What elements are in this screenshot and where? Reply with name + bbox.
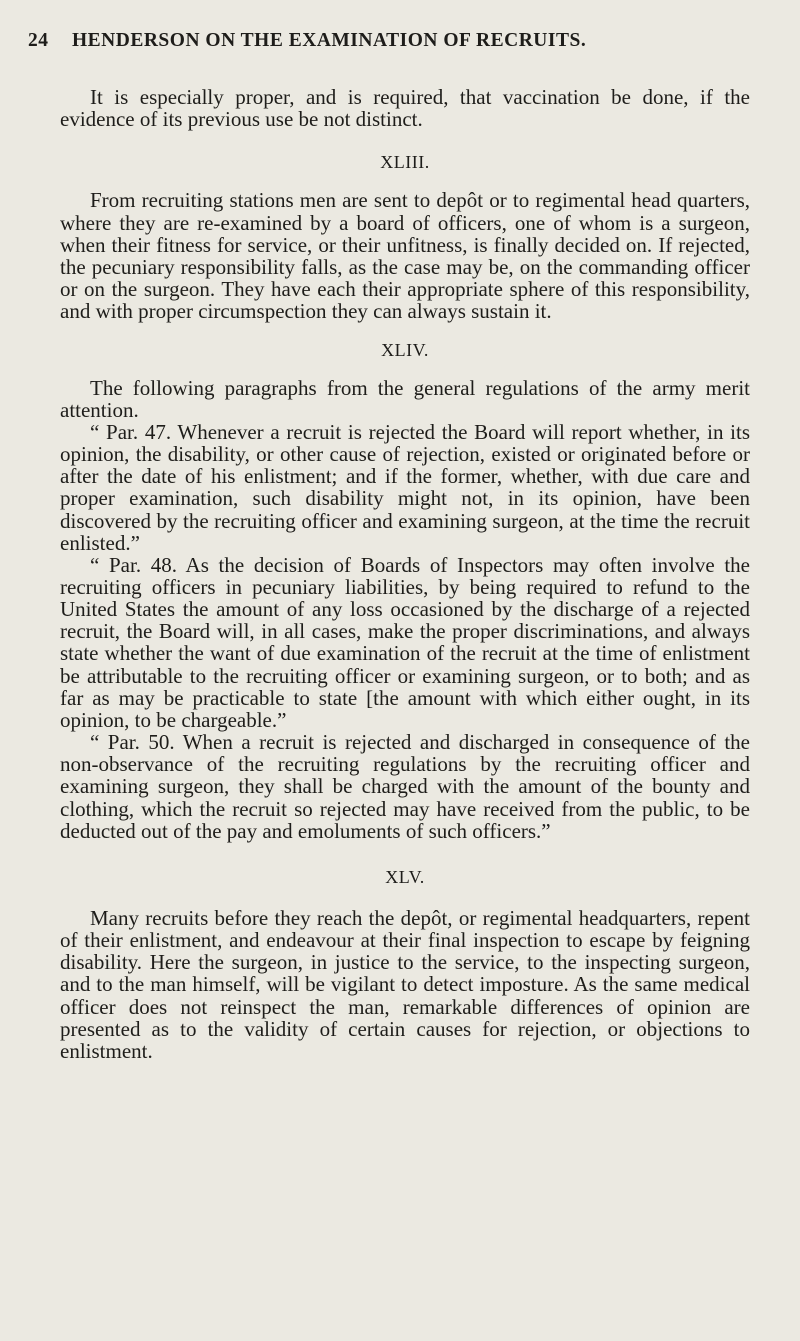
paragraph-xliv-par48: “ Par. 48. As the decision of Boards of Inspectors may often involve the recruiting officers in pecuniary liabilities, by being required to refund to the United States the amount of any loss occasioned by the discharge of a rejected recruit, the Board will, in all cases, make the proper discriminations, and always state whether the want of due examination of the recruit at the time of enlistment be attributable to the recruiting officer or examining surgeon, or to both; and as far as may be practicable to state [the amount with which either ought, in its opinion, to be chargeable.” bbox=[60, 552, 750, 732]
paragraph-xliv-1: The following paragraphs from the general regulations of the army merit attention. bbox=[60, 375, 750, 422]
page-number: 24 bbox=[28, 30, 49, 51]
paragraph-intro: It is especially proper, and is required, that vaccination be done, if the evidence of its previous use be not distinct. bbox=[60, 85, 750, 132]
section-heading-xlv: XLV. bbox=[385, 866, 425, 887]
running-head bbox=[28, 30, 688, 60]
section-heading-xliv: XLIV. bbox=[381, 340, 429, 361]
paragraph-xliv-par50: “ Par. 50. When a recruit is rejected and discharged in consequence of the non-observance of the recruiting regulations by the recruiting officer and examining surgeon, they shall be charged with the amount of the bounty and clothing, which the recruit so rejected may have received from the public, to be deducted out of the pay and emoluments of such officers.” bbox=[60, 730, 750, 843]
paragraph-xliii-1: From recruiting stations men are sent to depôt or to regimental head quarters, where they are re-examined by a board of officers, one of whom is a surgeon, when their fitness for service, or their unfitness, is finally decided on. If rejected, the pecuniary responsibility falls, as the case may be, on the commanding officer or on the surgeon. They have each their appropriate sphere of this responsibility, and with proper circumspection they can always sustain it. bbox=[60, 188, 750, 324]
section-heading-xliii: XLIII. bbox=[380, 152, 430, 173]
paragraph-xliv-par47: “ Par. 47. Whenever a recruit is rejected the Board will report whether, in its opinion, the disability, or other cause of rejection, existed or originated before or after the date of his enlistment; and if the former, whether, with due care and proper examination, such disability might not, in its opinion, have been discovered by the recruiting officer and examining surgeon, at the time the recruit enlisted.” bbox=[60, 419, 750, 555]
paragraph-xlv-1: Many recruits before they reach the depôt, or regimental headquarters, repent of their enlistment, and endeavour at their final inspection to escape by feigning disability. Here the surgeon, in justice to the service, to the inspecting surgeon, and to the man himself, will be vigilant to detect imposture. As the same medical officer does not reinspect the man, remarkable differences of opinion are presented as to the validity of certain causes for rejection, or objections to enlistment. bbox=[60, 906, 750, 1063]
running-head-title: HENDERSON ON THE EXAMINATION OF RECRUITS. bbox=[72, 30, 587, 51]
body-text bbox=[60, 86, 750, 1062]
